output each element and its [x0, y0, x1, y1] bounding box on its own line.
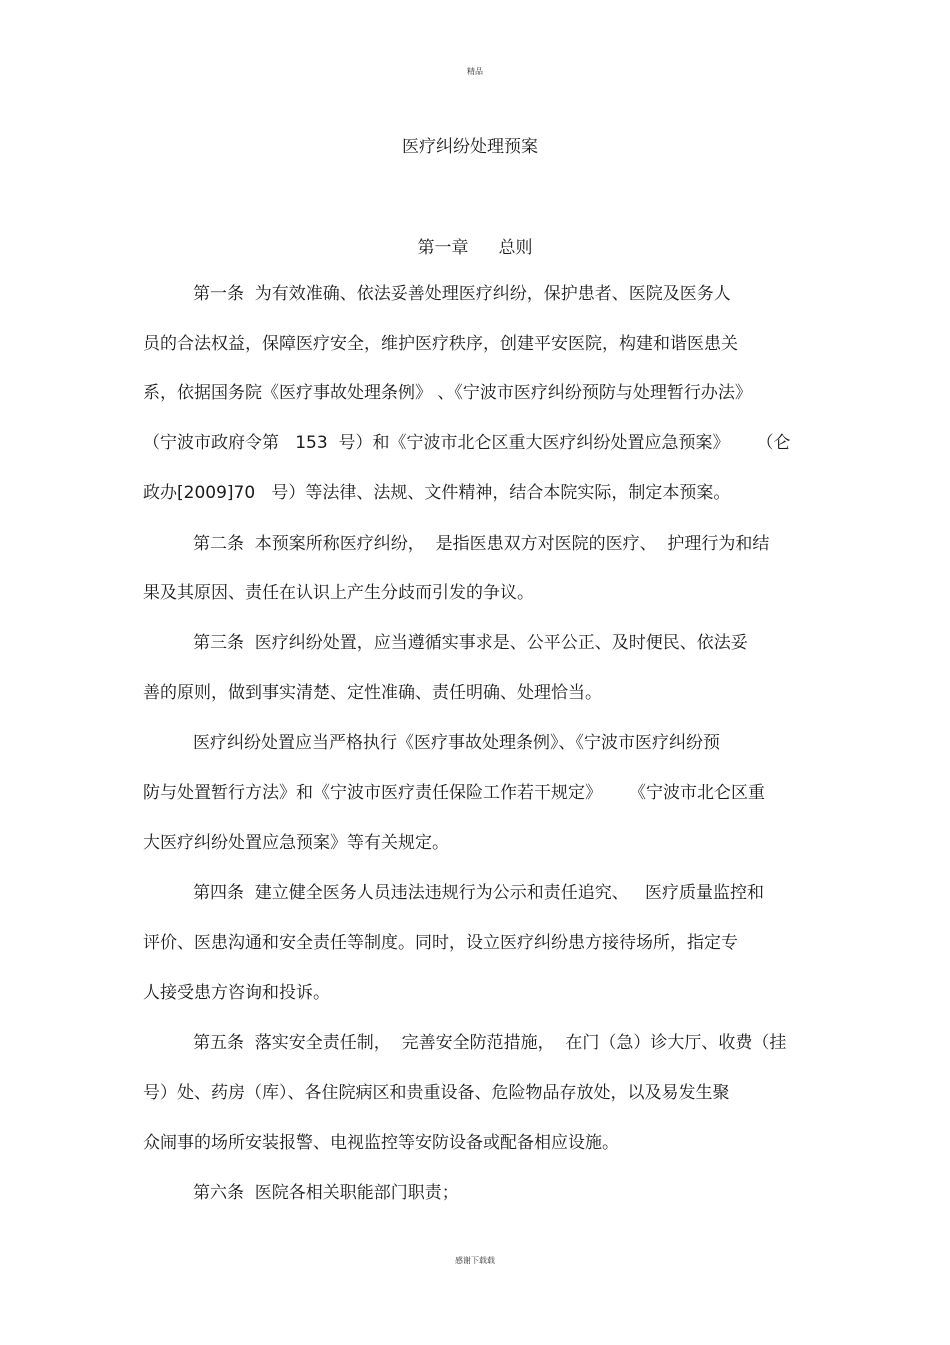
- chapter-heading: [0, 233, 950, 258]
- text-line: 果及其原因、责任在认识上产生分歧而引发的争议。: [143, 583, 534, 603]
- text-line: 医疗纠纷处置应当严格执行《医疗事故处理条例》、《宁波市医疗纠纷预: [193, 733, 720, 753]
- text-line: 第四条 建立健全医务人员违法违规行为公示和责任追究、 医疗质量监控和: [193, 883, 765, 903]
- text-line: 第六条 医院各相关职能部门职责；: [193, 1183, 459, 1203]
- header-watermark: 精品: [467, 67, 483, 76]
- text-line: 号）处、药房（库）、各住院病区和贵重设备、危险物品存放处，以及易发生聚: [143, 1083, 730, 1103]
- text-line: 防与处置暂行方法》和《宁波市医疗责任保险工作若干规定》 《宁波市北仑区重: [143, 783, 766, 803]
- text-line: 第三条 医疗纠纷处置，应当遵循实事求是、公平公正、及时便民、依法妥: [193, 633, 748, 653]
- text-line: 第二条 本预案所称医疗纠纷， 是指医患双方对医院的医疗、 护理行为和结: [193, 534, 770, 554]
- footer-watermark: 感谢下载载: [455, 1256, 495, 1265]
- chapter-number: 第一章: [417, 238, 469, 258]
- text-line: 系，依据国务院《医疗事故处理条例》 、《宁波市医疗纠纷预防与处理暂行办法》: [143, 383, 752, 403]
- text-line: 评价、医患沟通和安全责任等制度。同时，设立医疗纠纷患方接待场所，指定专: [143, 933, 738, 953]
- text-line: 员的合法权益，保障医疗安全，维护医疗秩序，创建平安医院，构建和谐医患关: [143, 334, 738, 354]
- chapter-name: 总则: [498, 238, 533, 258]
- text-line: 大医疗纠纷处置应急预案》等有关规定。: [143, 833, 449, 853]
- text-line: 人接受患方咨询和投诉。: [143, 983, 330, 1003]
- text-line: 第五条 落实安全责任制， 完善安全防范措施， 在门（急）诊大厅、收费（挂: [193, 1033, 787, 1053]
- text-line: 政办[2009]70 号）等法律、法规、文件精神，结合本院实际，制定本预案。: [143, 483, 731, 503]
- text-line: 众闹事的场所安装报警、电视监控等安防设备或配备相应设施。: [143, 1133, 619, 1153]
- text-line: （宁波市政府令第 153 号）和《宁波市北仑区重大医疗纠纷处置应急预案》 （仑: [143, 433, 791, 453]
- text-line: 第一条 为有效准确、依法妥善处理医疗纠纷，保护患者、医院及医务人: [193, 284, 731, 304]
- document-title: 医疗纠纷处理预案: [402, 137, 538, 157]
- text-line: 善的原则，做到事实清楚、定性准确、责任明确、处理恰当。: [143, 683, 602, 703]
